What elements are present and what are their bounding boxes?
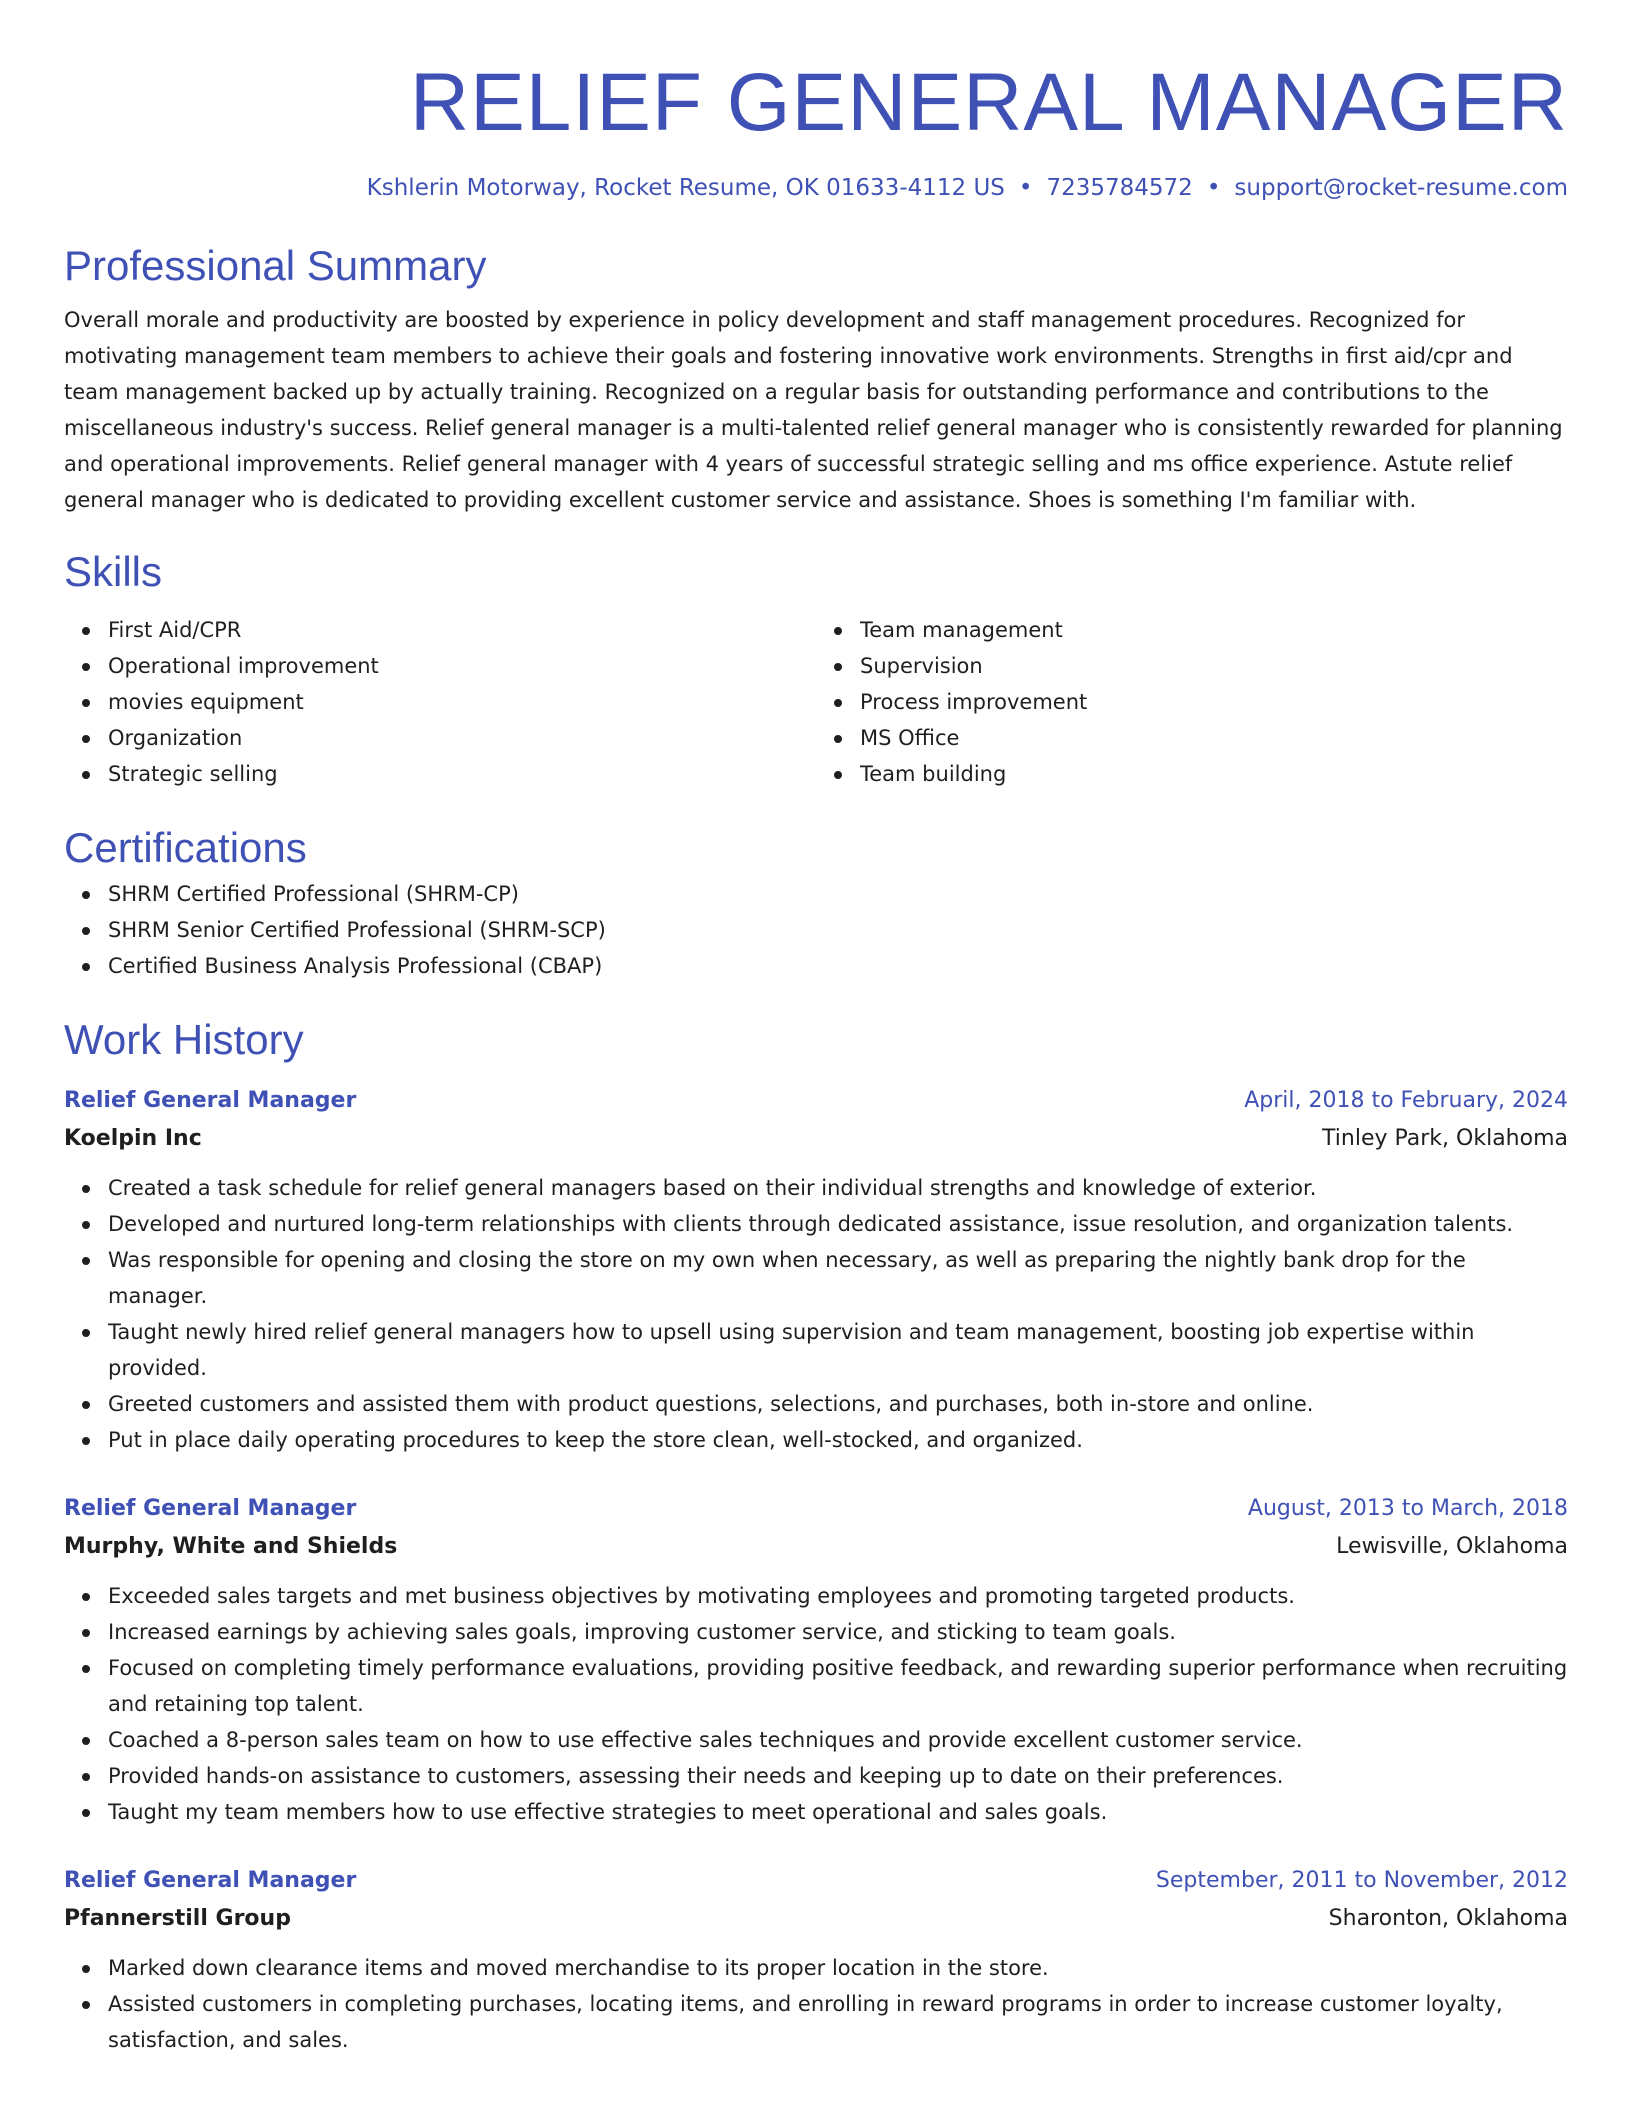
job-header: [64, 1490, 1568, 1528]
work-history-section: [64, 1012, 1568, 2058]
section-heading-certifications: Certifications: [64, 824, 307, 871]
certification-item: Certified Business Analysis Professional (CBAP): [108, 948, 1568, 984]
contact-email[interactable]: support@rocket-resume.com: [1234, 175, 1568, 201]
job-bullets: [64, 1170, 1568, 1458]
certification-item: SHRM Certified Professional (SHRM-CP): [108, 876, 1568, 912]
job-bullets: [64, 1578, 1568, 1830]
resume-title: RELIEF GENERAL MANAGER: [409, 57, 1568, 148]
professional-summary-section: [64, 238, 1568, 518]
job-company: Murphy, White and Shields: [64, 1534, 398, 1559]
skill-item: Team building: [860, 756, 1568, 792]
certification-item: SHRM Senior Certified Professional (SHRM-SCP): [108, 912, 1568, 948]
job-bullet: Marked down clearance items and moved merchandise to its proper location in the store.: [108, 1950, 1568, 1986]
job-employer: [64, 1120, 1568, 1158]
contact-address: Kshlerin Motorway, Rocket Resume, OK 01633-4112 US: [366, 175, 1005, 201]
section-heading-summary: Professional Summary: [64, 242, 487, 289]
job-entry: [64, 1082, 1568, 1458]
job-dates: August, 2013 to March, 2018: [1247, 1496, 1568, 1521]
certifications-list: [64, 876, 1568, 984]
skills-list-left: [64, 612, 816, 792]
job-bullet: Provided hands-on assistance to customers, assessing their needs and keeping up to date on their preferences.: [108, 1758, 1568, 1794]
section-heading-work-history: Work History: [64, 1016, 304, 1063]
skill-item: MS Office: [860, 720, 1568, 756]
job-employer: [64, 1900, 1568, 1938]
job-company: Koelpin Inc: [64, 1126, 202, 1151]
job-title: Relief General Manager: [64, 1496, 357, 1521]
job-bullet: Taught my team members how to use effective strategies to meet operational and sales goals.: [108, 1794, 1568, 1830]
job-bullet: Coached a 8-person sales team on how to use effective sales techniques and provide excellent customer service.: [108, 1722, 1568, 1758]
contact-line: [64, 172, 1568, 204]
job-entry: [64, 1490, 1568, 1830]
job-location: Sharonton, Oklahoma: [1328, 1906, 1568, 1931]
job-bullets: [64, 1950, 1568, 2058]
skill-item: Strategic selling: [108, 756, 816, 792]
job-bullet: Focused on completing timely performance evaluations, providing positive feedback, and rewarding superior performance when recruiting and retaining top talent.: [108, 1650, 1568, 1722]
job-dates: September, 2011 to November, 2012: [1155, 1868, 1568, 1893]
job-header: [64, 1082, 1568, 1120]
contact-separator: •: [1018, 175, 1033, 201]
job-bullet: Assisted customers in completing purchases, locating items, and enrolling in reward programs in order to increase customer loyalty, satisfaction, and sales.: [108, 1986, 1568, 2058]
skills-section: [64, 544, 1568, 792]
job-location: Lewisville, Oklahoma: [1336, 1534, 1568, 1559]
section-heading-skills: Skills: [64, 548, 163, 595]
skill-item: Process improvement: [860, 684, 1568, 720]
job-location: Tinley Park, Oklahoma: [1322, 1126, 1568, 1151]
job-dates: April, 2018 to February, 2024: [1244, 1088, 1568, 1113]
job-header: [64, 1862, 1568, 1900]
job-bullet: Greeted customers and assisted them with product questions, selections, and purchases, both in-store and online.: [108, 1386, 1568, 1422]
job-title: Relief General Manager: [64, 1868, 357, 1893]
skill-item: Team management: [860, 612, 1568, 648]
job-bullet: Increased earnings by achieving sales goals, improving customer service, and sticking to team goals.: [108, 1614, 1568, 1650]
skills-list-right: [816, 612, 1568, 792]
job-bullet: Taught newly hired relief general managers how to upsell using supervision and team management, boosting job expertise within provided.: [108, 1314, 1568, 1386]
job-bullet: Developed and nurtured long-term relationships with clients through dedicated assistance, issue resolution, and organization talents.: [108, 1206, 1568, 1242]
job-entry: [64, 1862, 1568, 2058]
job-company: Pfannerstill Group: [64, 1906, 291, 1931]
contact-phone: 7235784572: [1046, 175, 1193, 201]
job-bullet: Exceeded sales targets and met business objectives by motivating employees and promoting targeted products.: [108, 1578, 1568, 1614]
job-bullet: Was responsible for opening and closing the store on my own when necessary, as well as preparing the nightly bank drop for the manager.: [108, 1242, 1568, 1314]
skill-item: Supervision: [860, 648, 1568, 684]
contact-separator: •: [1206, 175, 1221, 201]
summary-text: Overall morale and productivity are boosted by experience in policy development and staff management procedures. Recognized for motivating management team members to achieve their goals and fostering innovative work environments. Strengths in first aid/cpr and team management backed up by actually training. Recognized on a regular basis for outstanding performance and contributions to the miscellaneous industry's success. Relief general manager is a multi-talented relief general manager who is consistently rewarded for planning and operational improvements. Relief general manager with 4 years of successful strategic selling and ms office experience. Astute relief general manager who is dedicated to providing excellent customer service and assistance. Shoes is something I'm familiar with.: [64, 308, 1563, 512]
job-bullet: Put in place daily operating procedures to keep the store clean, well-stocked, and organized.: [108, 1422, 1568, 1458]
job-title: Relief General Manager: [64, 1088, 357, 1113]
skill-item: First Aid/CPR: [108, 612, 816, 648]
job-bullet: Created a task schedule for relief general managers based on their individual strengths and knowledge of exterior.: [108, 1170, 1568, 1206]
skill-item: Organization: [108, 720, 816, 756]
certifications-section: [64, 820, 1568, 984]
job-employer: [64, 1528, 1568, 1566]
skill-item: Operational improvement: [108, 648, 816, 684]
skills-grid: [64, 612, 1568, 792]
skill-item: movies equipment: [108, 684, 816, 720]
